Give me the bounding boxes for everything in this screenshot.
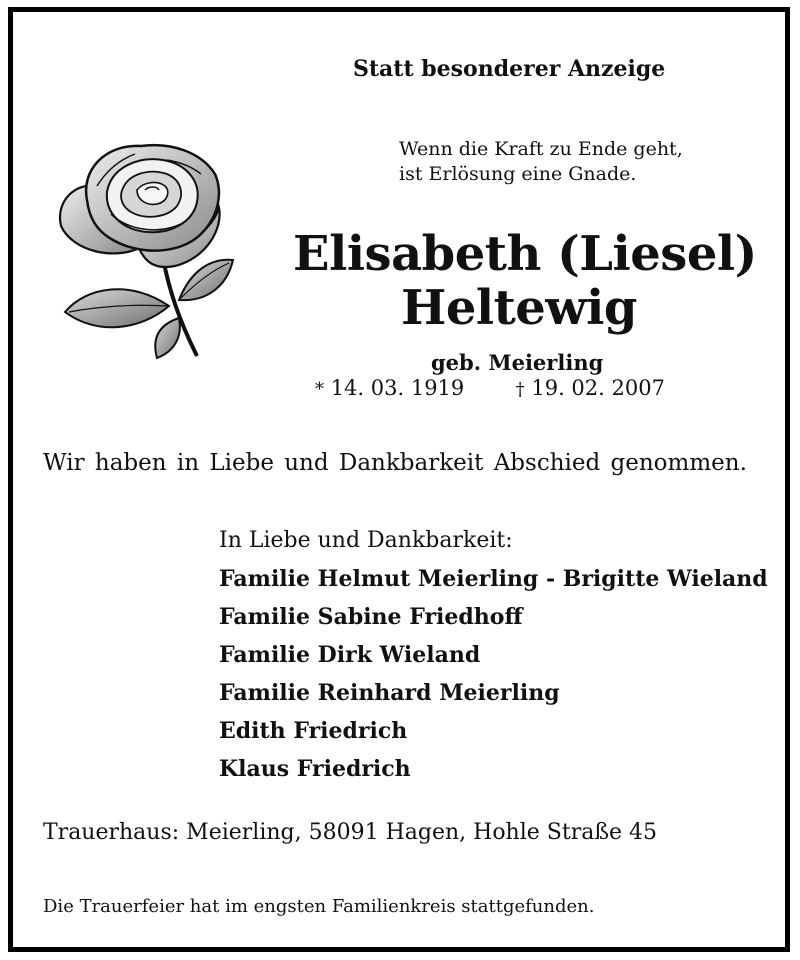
obituary-card: [8, 7, 790, 952]
mourner-item: Klaus Friedrich: [219, 756, 411, 782]
mourning-house-address: Trauerhaus: Meierling, 58091 Hagen, Hohle Straße 45: [43, 820, 658, 845]
birth-date: 14. 03. 1919: [330, 376, 465, 400]
death-date: 19. 02. 2007: [531, 376, 665, 400]
mourners-intro: In Liebe und Dankbarkeit:: [219, 528, 513, 553]
birth-name: geb. Meierling: [431, 350, 604, 375]
mourner-item: Familie Reinhard Meierling: [219, 680, 560, 706]
funeral-note: Die Trauerfeier hat im engsten Familienkreis stattgefunden.: [43, 896, 595, 917]
mourners-list: [219, 522, 768, 788]
mourner-item: Edith Friedrich: [219, 718, 408, 744]
death-symbol: †: [515, 379, 525, 400]
motto-line-2: ist Erlösung eine Gnade.: [399, 163, 637, 185]
birth-symbol: *: [315, 379, 324, 400]
mourner-item: Familie Helmut Meierling - Brigitte Wieland: [219, 566, 768, 592]
mourner-item: Familie Sabine Friedhoff: [219, 604, 523, 630]
deceased-name-line-1: Elisabeth (Liesel): [293, 226, 757, 282]
farewell-statement: Wir haben in Liebe und Dankbarkeit Abschied genommen.: [43, 450, 747, 476]
deceased-name-line-2: Heltewig: [401, 280, 637, 336]
life-dates: [315, 376, 665, 400]
rose-icon: [51, 130, 237, 368]
header-title: Statt besonderer Anzeige: [353, 56, 666, 82]
motto-line-1: Wenn die Kraft zu Ende geht,: [399, 138, 683, 160]
mourner-item: Familie Dirk Wieland: [219, 642, 481, 668]
motto: [399, 137, 683, 187]
